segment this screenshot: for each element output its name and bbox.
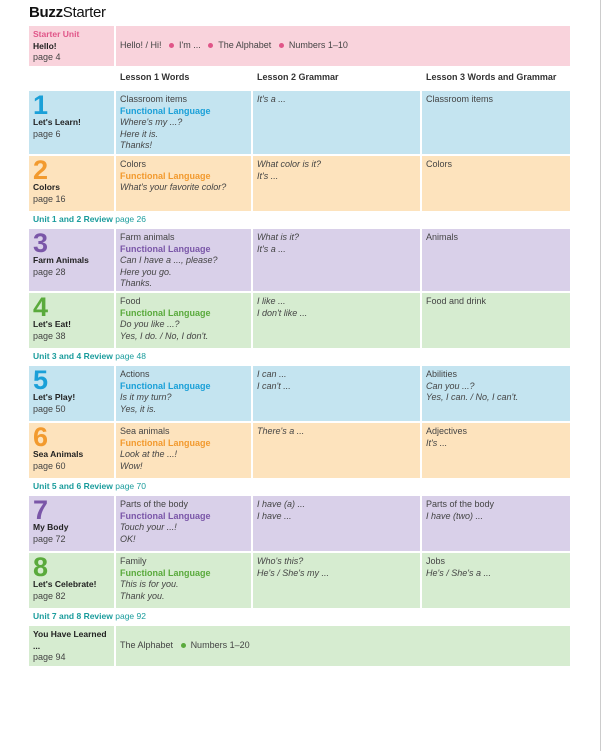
unit-title-cell	[29, 156, 116, 211]
unit-title: Sea Animals	[33, 449, 84, 459]
review-label: Review	[83, 214, 113, 224]
unit-title-cell	[29, 229, 116, 291]
starter-row	[29, 26, 570, 66]
phrase: Is it my turn?	[120, 392, 172, 402]
unit-title: Let's Learn!	[33, 117, 81, 127]
lesson2-cell	[253, 423, 422, 478]
lesson3-cell	[422, 156, 570, 211]
unit-title-cell	[29, 293, 116, 348]
functional-language-label: Functional Language	[120, 243, 211, 254]
unit-title-cell	[29, 366, 116, 421]
lesson1-words: Parts of the body	[120, 499, 189, 509]
grammar-line: I have ...	[257, 510, 292, 521]
review-line	[29, 608, 570, 626]
unit-number: 8	[33, 552, 49, 582]
lesson3-words: Adjectives	[426, 426, 468, 436]
unit-row	[29, 551, 570, 608]
phrase: Touch your ...!	[120, 522, 177, 532]
lesson3-words: Classroom items	[426, 94, 494, 104]
unit-title: My Body	[33, 522, 69, 532]
unit-row	[29, 291, 570, 348]
grammar-line: There's a ...	[257, 426, 305, 436]
review-line	[29, 348, 570, 366]
functional-language-label: Functional Language	[120, 105, 211, 116]
lesson2-cell	[253, 91, 422, 154]
phrase: Wow!	[120, 460, 143, 471]
grammar-line: Who's this?	[257, 556, 304, 566]
grammar-line: He's / She's my ...	[257, 567, 329, 578]
lesson3-words: Abilities	[426, 369, 458, 379]
functional-language-label: Functional Language	[120, 170, 211, 181]
functional-language-label: Functional Language	[120, 510, 211, 521]
unit-row	[29, 421, 570, 478]
final-title: You Have Learned ...	[33, 629, 107, 651]
review-units: Unit 5 and 6	[33, 481, 82, 491]
lesson3-words: Food and drink	[426, 296, 487, 306]
lesson1-words: Sea animals	[120, 426, 170, 436]
header-row	[29, 66, 570, 89]
unit-title-cell	[29, 423, 116, 478]
review-units: Unit 1 and 2	[33, 214, 82, 224]
review-page: page 26	[115, 214, 146, 224]
phrase: Here you go.	[120, 266, 172, 277]
review-page: page 92	[115, 611, 146, 621]
phrase: What's your favorite color?	[120, 182, 227, 192]
lesson2-cell	[253, 156, 422, 211]
phrase: Can I have a ..., please?	[120, 255, 218, 265]
unit-page: page 60	[33, 460, 66, 471]
phrase: Thanks!	[120, 140, 153, 150]
grammar-line: I have (a) ...	[257, 499, 306, 509]
header-lesson3: Lesson 3 Words and Grammar	[426, 72, 557, 82]
unit-number: 7	[33, 495, 49, 525]
review-units: Unit 7 and 8	[33, 611, 82, 621]
unit-number: 6	[33, 422, 49, 452]
lesson1-cell	[116, 366, 253, 421]
grammar-line: I like ...	[257, 296, 286, 306]
lesson2-cell	[253, 496, 422, 551]
phrase: Yes, I do. / No, I don't.	[120, 330, 209, 341]
lesson3-phrase: I have (two) ...	[426, 510, 484, 521]
phrase: Do you like ...?	[120, 319, 180, 329]
starter-label: Starter Unit	[33, 29, 80, 39]
lesson2-cell	[253, 229, 422, 291]
lesson3-cell	[422, 229, 570, 291]
lesson1-words: Farm animals	[120, 232, 175, 242]
starter-items: Hello! / Hi! I'm ... The Alphabet Numbers 1–10	[120, 40, 348, 50]
lesson3-phrase: He's / She's a ...	[426, 567, 491, 578]
grammar-line: It's ...	[257, 170, 279, 181]
unit-page: page 50	[33, 403, 66, 414]
unit-page: page 38	[33, 330, 66, 341]
lesson3-words: Parts of the body	[426, 499, 495, 509]
grammar-line: It's a ...	[257, 243, 286, 254]
unit-number: 5	[33, 365, 49, 395]
lesson1-cell	[116, 229, 253, 291]
unit-page: page 72	[33, 533, 66, 544]
unit-title: Farm Animals	[33, 255, 89, 265]
lesson3-phrase: Can you ...?	[426, 380, 475, 391]
lesson2-cell	[253, 553, 422, 608]
functional-language-label: Functional Language	[120, 307, 211, 318]
phrase: Yes, it is.	[120, 403, 157, 414]
brand-logo: BuzzStarter	[29, 4, 106, 21]
unit-number: 4	[33, 292, 49, 322]
unit-title: Let's Play!	[33, 392, 76, 402]
unit-title: Let's Celebrate!	[33, 579, 97, 589]
lesson2-cell	[253, 366, 422, 421]
grammar-line: What color is it?	[257, 159, 322, 169]
grammar-line: It's a ...	[257, 94, 286, 104]
lesson1-words: Colors	[120, 159, 147, 169]
phrase: This is for you.	[120, 579, 179, 589]
starter-title: Hello!	[33, 40, 57, 51]
unit-title: Let's Eat!	[33, 319, 71, 329]
lesson3-cell	[422, 423, 570, 478]
lesson3-cell	[422, 293, 570, 348]
unit-number: 2	[33, 155, 49, 185]
bullet-dot-icon	[208, 43, 213, 48]
unit-row	[29, 154, 570, 211]
lesson3-cell	[422, 91, 570, 154]
phrase: Here it is.	[120, 128, 159, 139]
lesson1-words: Family	[120, 556, 147, 566]
lesson3-phrase: It's ...	[426, 437, 448, 448]
review-label: Review	[83, 481, 113, 491]
review-page: page 48	[115, 351, 146, 361]
lesson2-cell	[253, 293, 422, 348]
lesson3-cell	[422, 553, 570, 608]
lesson1-words: Food	[120, 296, 141, 306]
bullet-dot-icon	[279, 43, 284, 48]
grammar-line: I can't ...	[257, 380, 291, 391]
phrase: Thank you.	[120, 590, 165, 601]
lesson1-cell	[116, 423, 253, 478]
lesson3-phrase: Yes, I can. / No, I can't.	[426, 392, 519, 402]
functional-language-label: Functional Language	[120, 437, 211, 448]
unit-row	[29, 89, 570, 154]
header-lesson1: Lesson 1 Words	[116, 68, 253, 89]
review-line	[29, 478, 570, 496]
header-lesson2: Lesson 2 Grammar	[253, 68, 422, 89]
lesson1-cell	[116, 553, 253, 608]
unit-row	[29, 496, 570, 551]
bullet-dot-icon	[169, 43, 174, 48]
phrase: OK!	[120, 533, 136, 544]
functional-language-label: Functional Language	[120, 567, 211, 578]
lesson1-cell	[116, 293, 253, 348]
unit-page: page 6	[33, 128, 61, 139]
unit-row	[29, 366, 570, 421]
lesson1-cell	[116, 496, 253, 551]
final-items: The Alphabet Numbers 1–20	[120, 640, 250, 650]
unit-page: page 16	[33, 193, 66, 204]
functional-language-label: Functional Language	[120, 380, 211, 391]
unit-title: Colors	[33, 182, 60, 192]
review-label: Review	[83, 351, 113, 361]
phrase: Thanks.	[120, 278, 153, 288]
lesson3-cell	[422, 366, 570, 421]
lesson3-cell	[422, 496, 570, 551]
grammar-line: I can ...	[257, 369, 287, 379]
lesson1-cell	[116, 156, 253, 211]
unit-title-cell	[29, 496, 116, 551]
starter-page: page 4	[33, 52, 61, 62]
unit-page: page 28	[33, 266, 66, 277]
contents-table	[29, 26, 570, 666]
unit-number: 1	[33, 90, 49, 120]
grammar-line: I don't like ...	[257, 307, 308, 318]
lesson1-words: Classroom items	[120, 94, 188, 104]
bullet-dot-icon	[181, 643, 186, 648]
phrase: Look at the ...!	[120, 449, 178, 459]
final-page: page 94	[33, 652, 66, 662]
grammar-line: What is it?	[257, 232, 300, 242]
unit-number: 3	[33, 228, 49, 258]
lesson1-words: Actions	[120, 369, 150, 379]
review-line	[29, 211, 570, 229]
unit-title-cell	[29, 91, 116, 154]
unit-row	[29, 229, 570, 291]
unit-page: page 82	[33, 590, 66, 601]
review-label: Review	[83, 611, 113, 621]
lesson1-cell	[116, 91, 253, 154]
final-row	[29, 626, 570, 666]
phrase: Where's my ...?	[120, 117, 183, 127]
lesson3-words: Jobs	[426, 556, 446, 566]
lesson3-words: Colors	[426, 159, 453, 169]
unit-title-cell	[29, 553, 116, 608]
review-page: page 70	[115, 481, 146, 491]
review-units: Unit 3 and 4	[33, 351, 82, 361]
lesson3-words: Animals	[426, 232, 459, 242]
